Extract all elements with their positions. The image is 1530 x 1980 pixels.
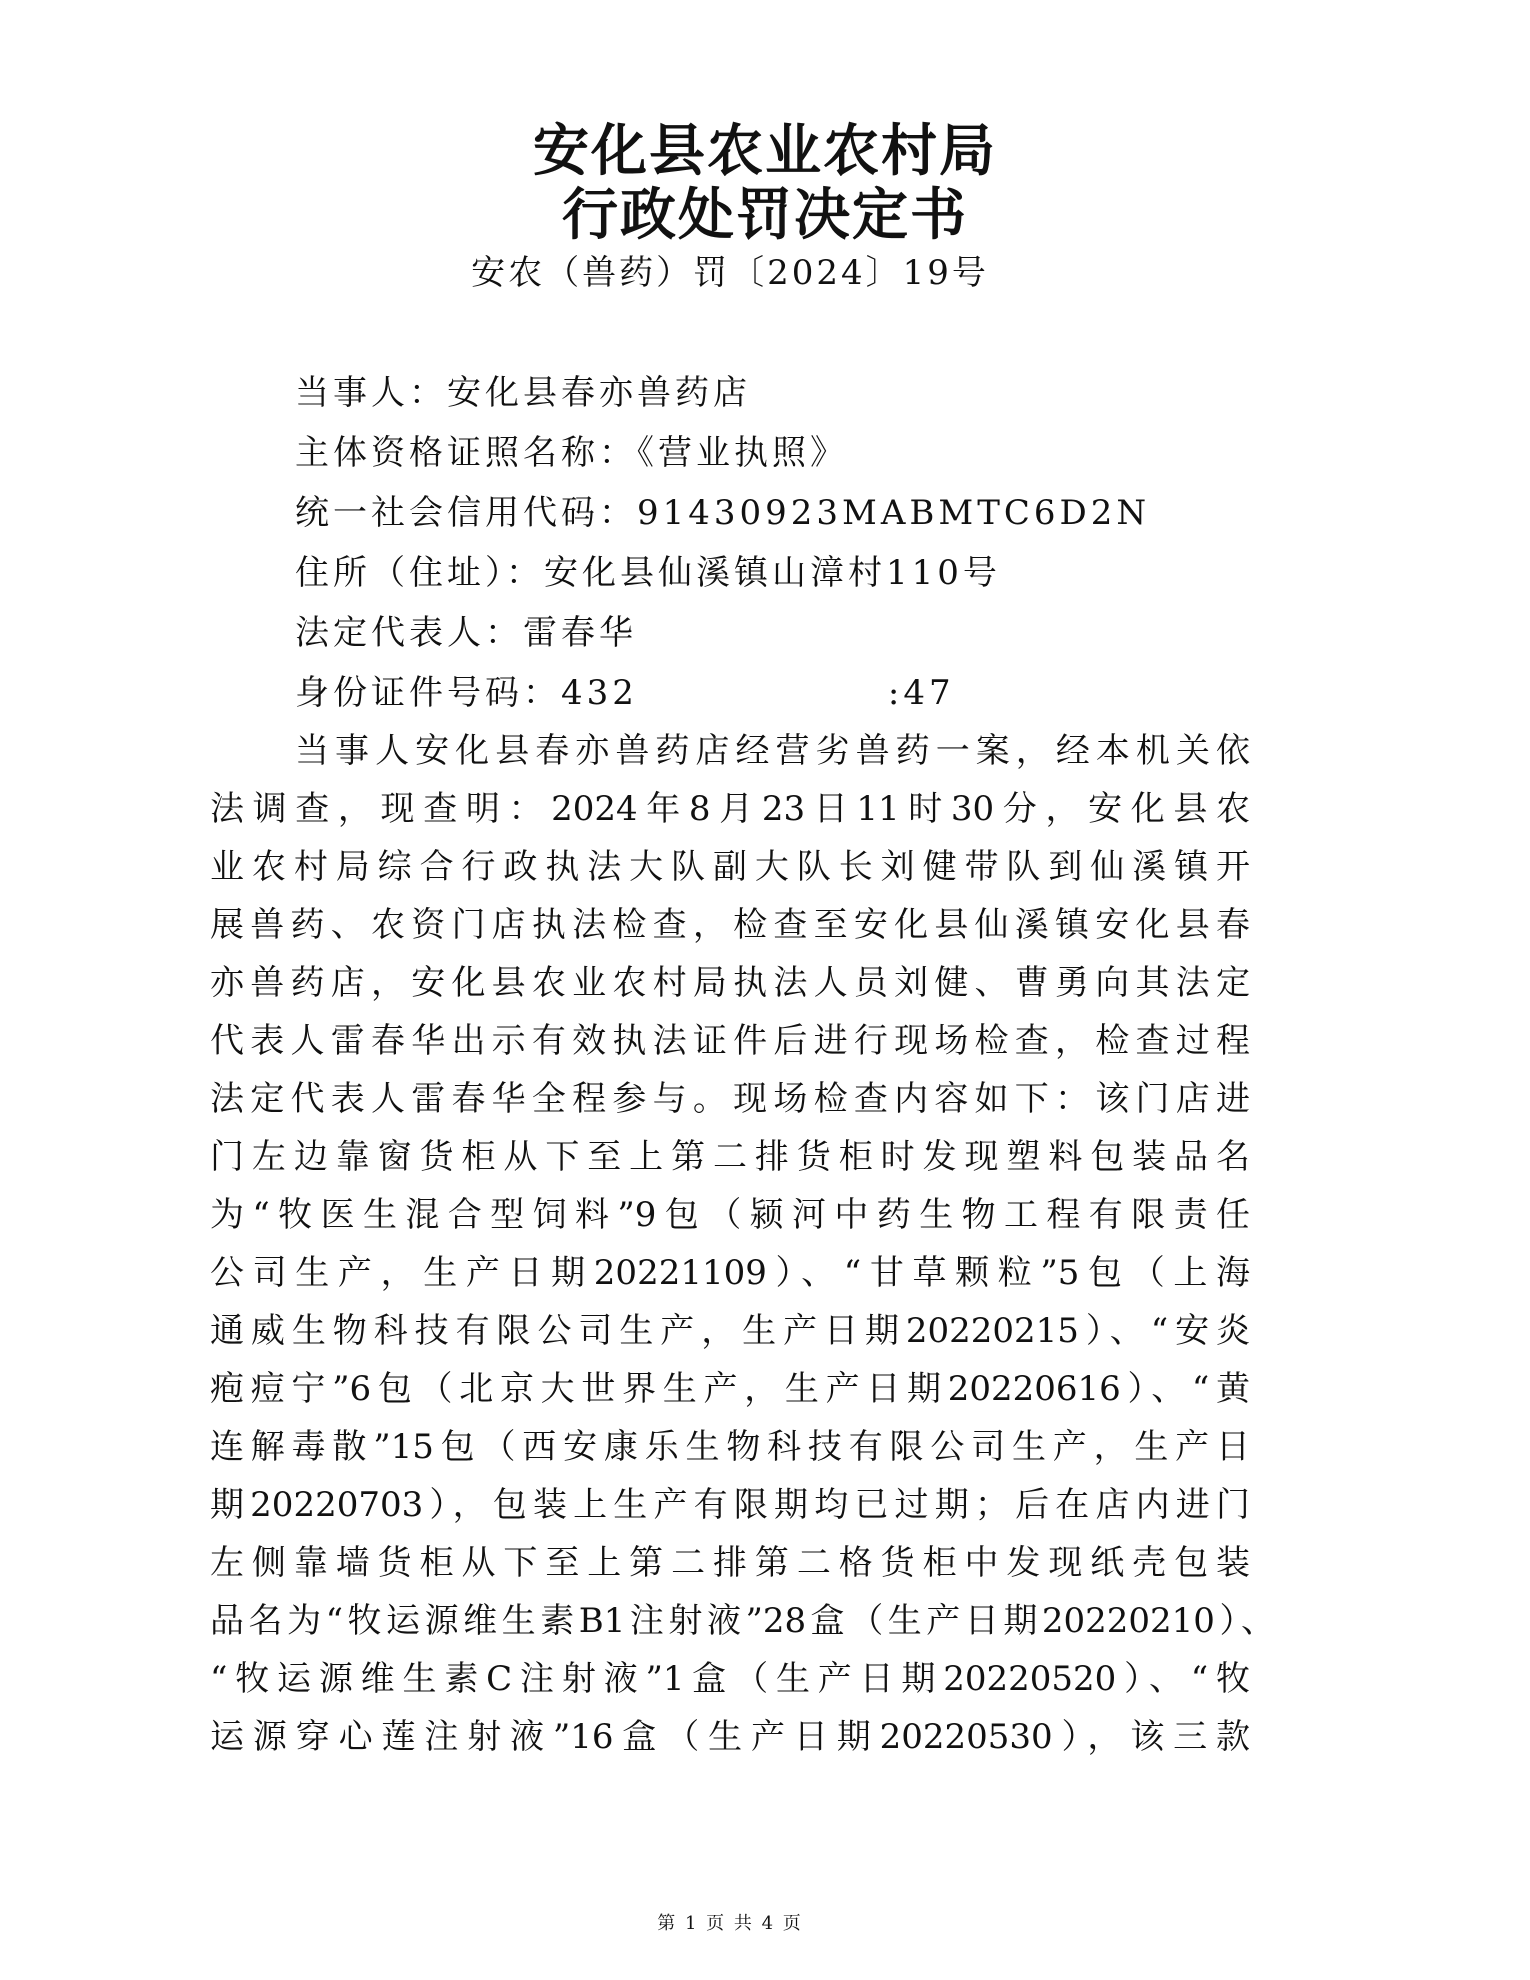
party-label: 当事人：: [295, 373, 447, 413]
body-line: 法定代表人雷春华全程参与。现场检查内容如下：该门店进: [210, 1079, 1250, 1119]
body-line: 品名为“牧运源维生素B1注射液”28盒（生产日期20220210）、: [210, 1601, 1275, 1641]
body-line: “牧运源维生素C注射液”1盒（生产日期20220520）、“牧: [210, 1659, 1250, 1699]
body-line: 业农村局综合行政执法大队副大队长刘健带队到仙溪镇开: [210, 847, 1250, 887]
body-line: 门左边靠窗货柜从下至上第二排货柜时发现塑料包装品名: [210, 1137, 1250, 1177]
body-line: 法调查，现查明：2024年8月23日11时30分，安化县农: [210, 789, 1250, 829]
address-row: [295, 548, 1001, 598]
license-label: 主体资格证照名称：: [295, 433, 637, 473]
body-line: 为“牧医生混合型饲料”9包（颍河中药生物工程有限责任: [210, 1195, 1250, 1235]
body-line: 通威生物科技有限公司生产，生产日期20220215）、“安炎: [210, 1311, 1250, 1351]
address-value: 安化县仙溪镇山漳村110号: [544, 553, 1001, 593]
body-line: 疱痘宁”6包（北京大世界生产，生产日期20220616）、“黄: [210, 1369, 1250, 1409]
body-line: 代表人雷春华出示有效执法证件后进行现场检查，检查过程: [210, 1021, 1250, 1061]
license-value: 《营业执照》: [637, 433, 848, 473]
legal-rep-label: 法定代表人：: [295, 613, 523, 653]
id-number-row: [295, 668, 955, 718]
body-line: 运源穿心莲注射液”16盒（生产日期20220530），该三款: [210, 1717, 1250, 1757]
license-row: [295, 428, 848, 478]
id-number-label: 身份证件号码：: [295, 673, 561, 713]
body-line: 展兽药、农资门店执法检查，检查至安化县仙溪镇安化县春: [210, 905, 1250, 945]
body-line: 亦兽药店，安化县农业农村局执法人员刘健、曹勇向其法定: [210, 963, 1250, 1003]
body-line: 当事人安化县春亦兽药店经营劣兽药一案，经本机关依: [295, 731, 1250, 771]
credit-code-value: 91430923MABMTC6D2N: [637, 493, 1151, 533]
id-number-suffix: :47: [887, 673, 955, 713]
party-value: 安化县春亦兽药店: [447, 373, 751, 413]
document-number: 安农（兽药）罚〔2024〕19号: [471, 253, 989, 293]
body-line: 连解毒散”15包（西安康乐生物科技有限公司生产，生产日: [210, 1427, 1250, 1467]
document-title-line2: 行政处罚决定书: [562, 182, 968, 248]
legal-rep-value: 雷春华: [523, 613, 637, 653]
body-line: 公司生产，生产日期20221109）、“甘草颗粒”5包（上海: [210, 1253, 1250, 1293]
id-number-prefix: 432: [561, 673, 638, 713]
legal-rep-row: [295, 608, 637, 658]
page-number-footer: 第 1 页 共 4 页: [657, 1913, 803, 1934]
address-label: 住所（住址）：: [295, 553, 544, 593]
credit-code-label: 统一社会信用代码：: [295, 493, 637, 533]
credit-code-row: [295, 488, 1150, 538]
id-redaction-block: [638, 675, 888, 715]
document-title-line1: 安化县农业农村局: [533, 118, 997, 184]
party-row: [295, 368, 751, 418]
body-line: 左侧靠墙货柜从下至上第二排第二格货柜中发现纸壳包装: [210, 1543, 1250, 1583]
body-line: 期20220703），包装上生产有限期均已过期；后在店内进门: [210, 1485, 1250, 1525]
